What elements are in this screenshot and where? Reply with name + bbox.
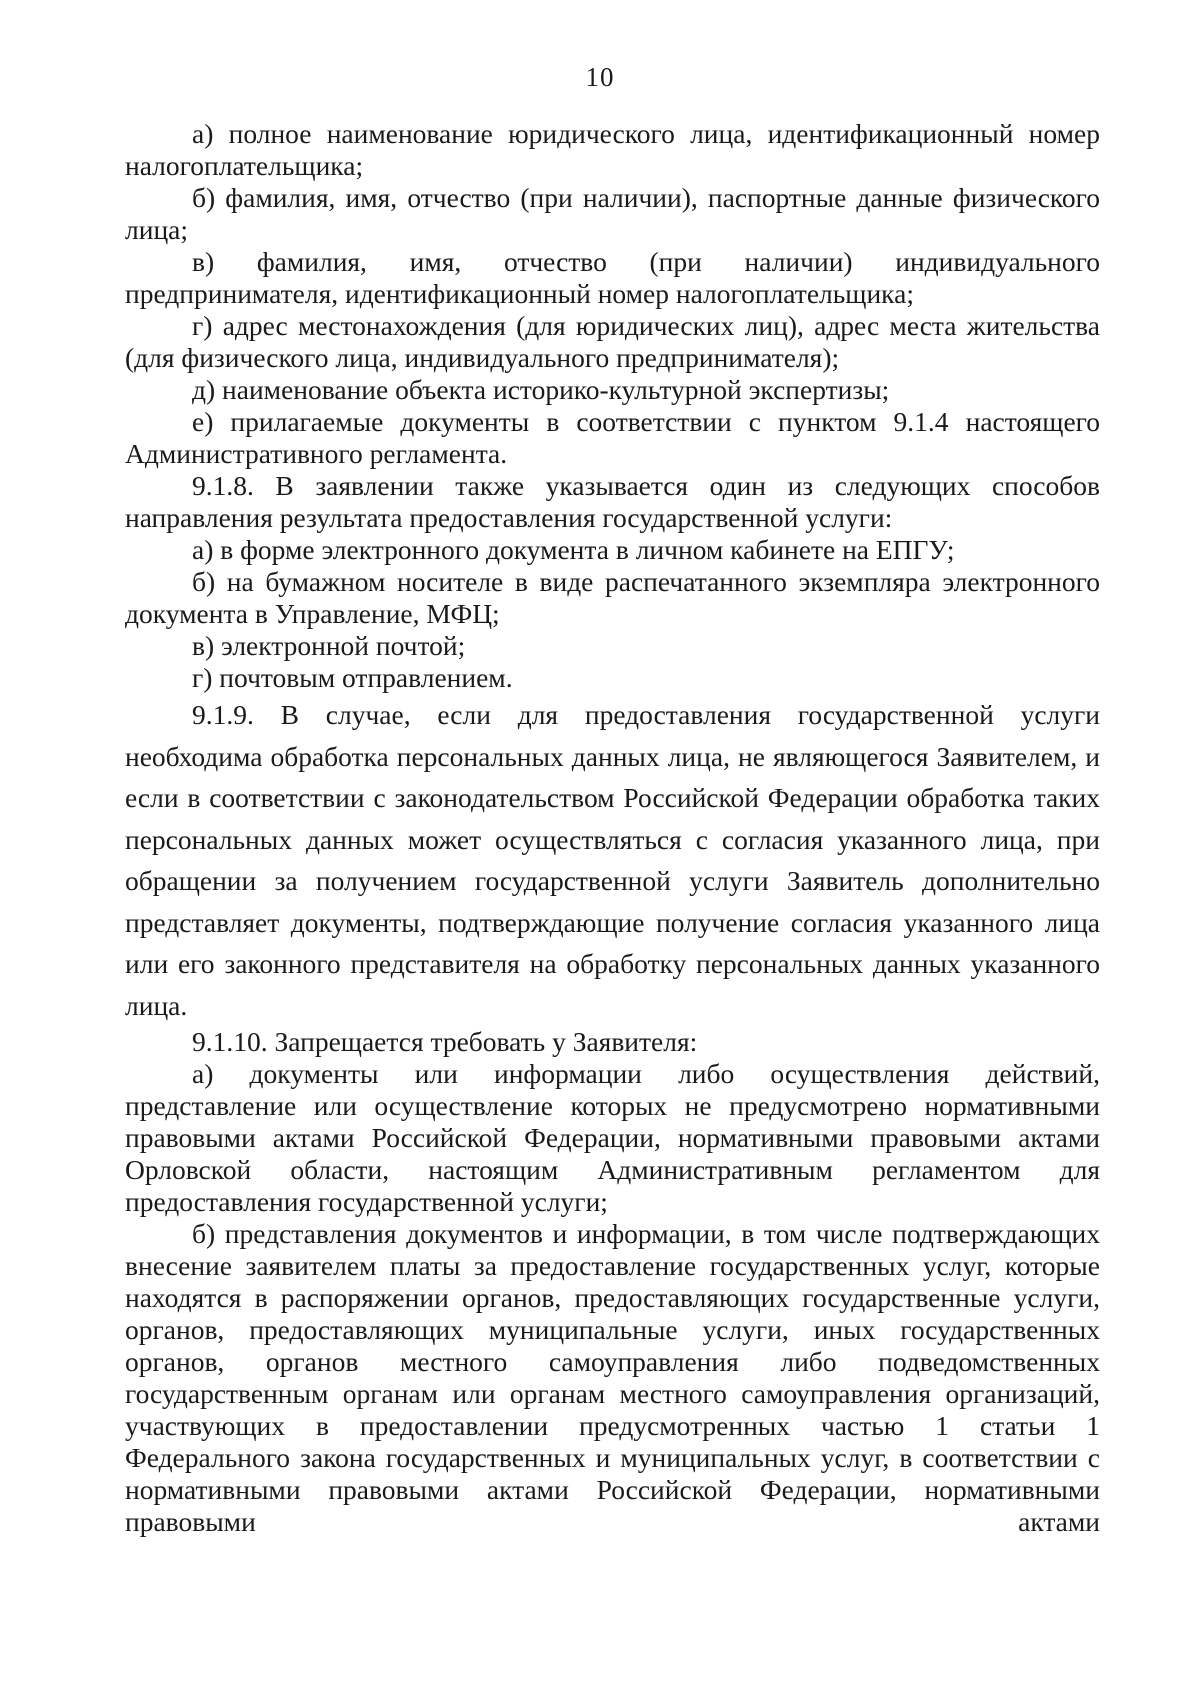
paragraph-item-d-object-name: д) наименование объекта историко-культурной экспертизы; bbox=[192, 374, 890, 405]
paragraph-clause-9-1-9: 9.1.9. В случае, если для предоставления государственной услуги необходима обработка персональных данных лица, не являющегося Заявителем, и если в соответствии с законодательством Российской Федерации обработка таких персональных данных может осуществляться с согласия указанного лица, при обращении за получением государственной услуги Заявитель дополнительно представляет документы, подтверждающие получение согласия указанного лица или его законного представителя на обработку персональных данных указанного лица. bbox=[125, 699, 1100, 1021]
paragraph-method-b-paper: б) на бумажном носителе в виде распечатанного экземпляра электронного документа в Управление, МФЦ; bbox=[125, 566, 1100, 629]
paragraph-item-v-entrepreneur: в) фамилия, имя, отчество (при наличии) индивидуального предпринимателя, идентификационный номер налогоплательщика; bbox=[125, 246, 1100, 309]
paragraph-item-e-attached-documents: е) прилагаемые документы в соответствии с пунктом 9.1.4 настоящего Административного регламента. bbox=[125, 406, 1100, 469]
paragraph-item-b-individual: б) фамилия, имя, отчество (при наличии), паспортные данные физического лица; bbox=[125, 182, 1100, 245]
paragraph-method-v-email: в) электронной почтой; bbox=[192, 630, 466, 661]
page-number: 10 bbox=[585, 62, 615, 92]
paragraph-clause-9-1-8: 9.1.8. В заявлении также указывается один из следующих способов направления результата предоставления государственной услуги: bbox=[125, 470, 1100, 533]
paragraph-clause-9-1-10: 9.1.10. Запрещается требовать у Заявителя: bbox=[192, 1026, 698, 1057]
paragraph-method-g-post: г) почтовым отправлением. bbox=[192, 662, 513, 693]
paragraph-item-g-address: г) адрес местонахождения (для юридических лиц), адрес места жительства (для физического лица, индивидуального предпринимателя); bbox=[125, 310, 1100, 373]
paragraph-prohibited-b: б) представления документов и информации, в том числе подтверждающих внесение заявителем платы за предоставление государственных услуг, которые находятся в распоряжении органов, предоставляющих государственные услуги, органов, предоставляющих муниципальные услуги, иных государственных органов, органов местного самоуправления либо подведомственных государственным органам или органам местного самоуправления организаций, участвующих в предоставлении предусмотренных частью 1 статьи 1 Федерального закона государственных и муниципальных услуг, в соответствии с нормативными правовыми актами Российской Федерации, нормативными правовыми актами bbox=[125, 1218, 1100, 1537]
paragraph-method-a-epgu: а) в форме электронного документа в личном кабинете на ЕПГУ; bbox=[192, 534, 955, 565]
paragraph-prohibited-a: а) документы или информации либо осуществления действий, представление или осуществление которых не предусмотрено нормативными правовыми актами Российской Федерации, нормативными правовыми актами Орловской области, настоящим Административным регламентом для предоставления государственной услуги; bbox=[125, 1058, 1100, 1217]
document-body bbox=[125, 118, 1100, 1538]
paragraph-item-a-legal-entity: а) полное наименование юридического лица, идентификационный номер налогоплательщика; bbox=[125, 118, 1100, 181]
